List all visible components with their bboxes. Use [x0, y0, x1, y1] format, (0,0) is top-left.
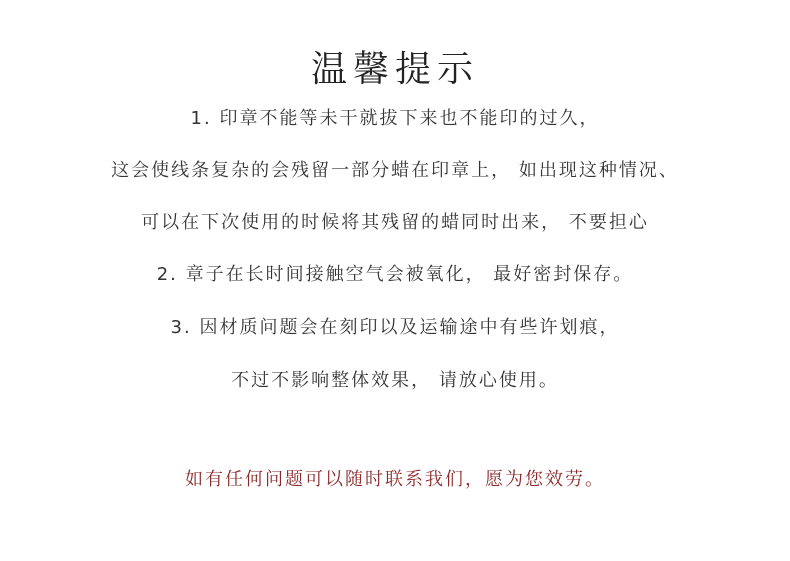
notice-line-5: 3. 因材质问题会在刻印以及运输途中有些许划痕， — [170, 317, 620, 338]
notice-line-4: 2. 章子在长时间接触空气会被氧化， 最好密封保存。 — [156, 264, 634, 285]
notice-line-1: 1. 印章不能等未干就拔下来也不能印的过久， — [190, 108, 600, 129]
notice-title: 温馨提示 — [310, 49, 479, 90]
notice-line-2: 这会使线条复杂的会残留一部分蜡在印章上， 如出现这种情况、 — [111, 160, 679, 181]
notice-line-6: 不过不影响整体效果， 请放心使用。 — [231, 370, 559, 391]
contact-message: 如有任何问题可以随时联系我们，愿为您效劳。 — [185, 469, 605, 490]
notice-line-3: 可以在下次使用的时候将其残留的蜡同时出来， 不要担心 — [141, 212, 649, 233]
